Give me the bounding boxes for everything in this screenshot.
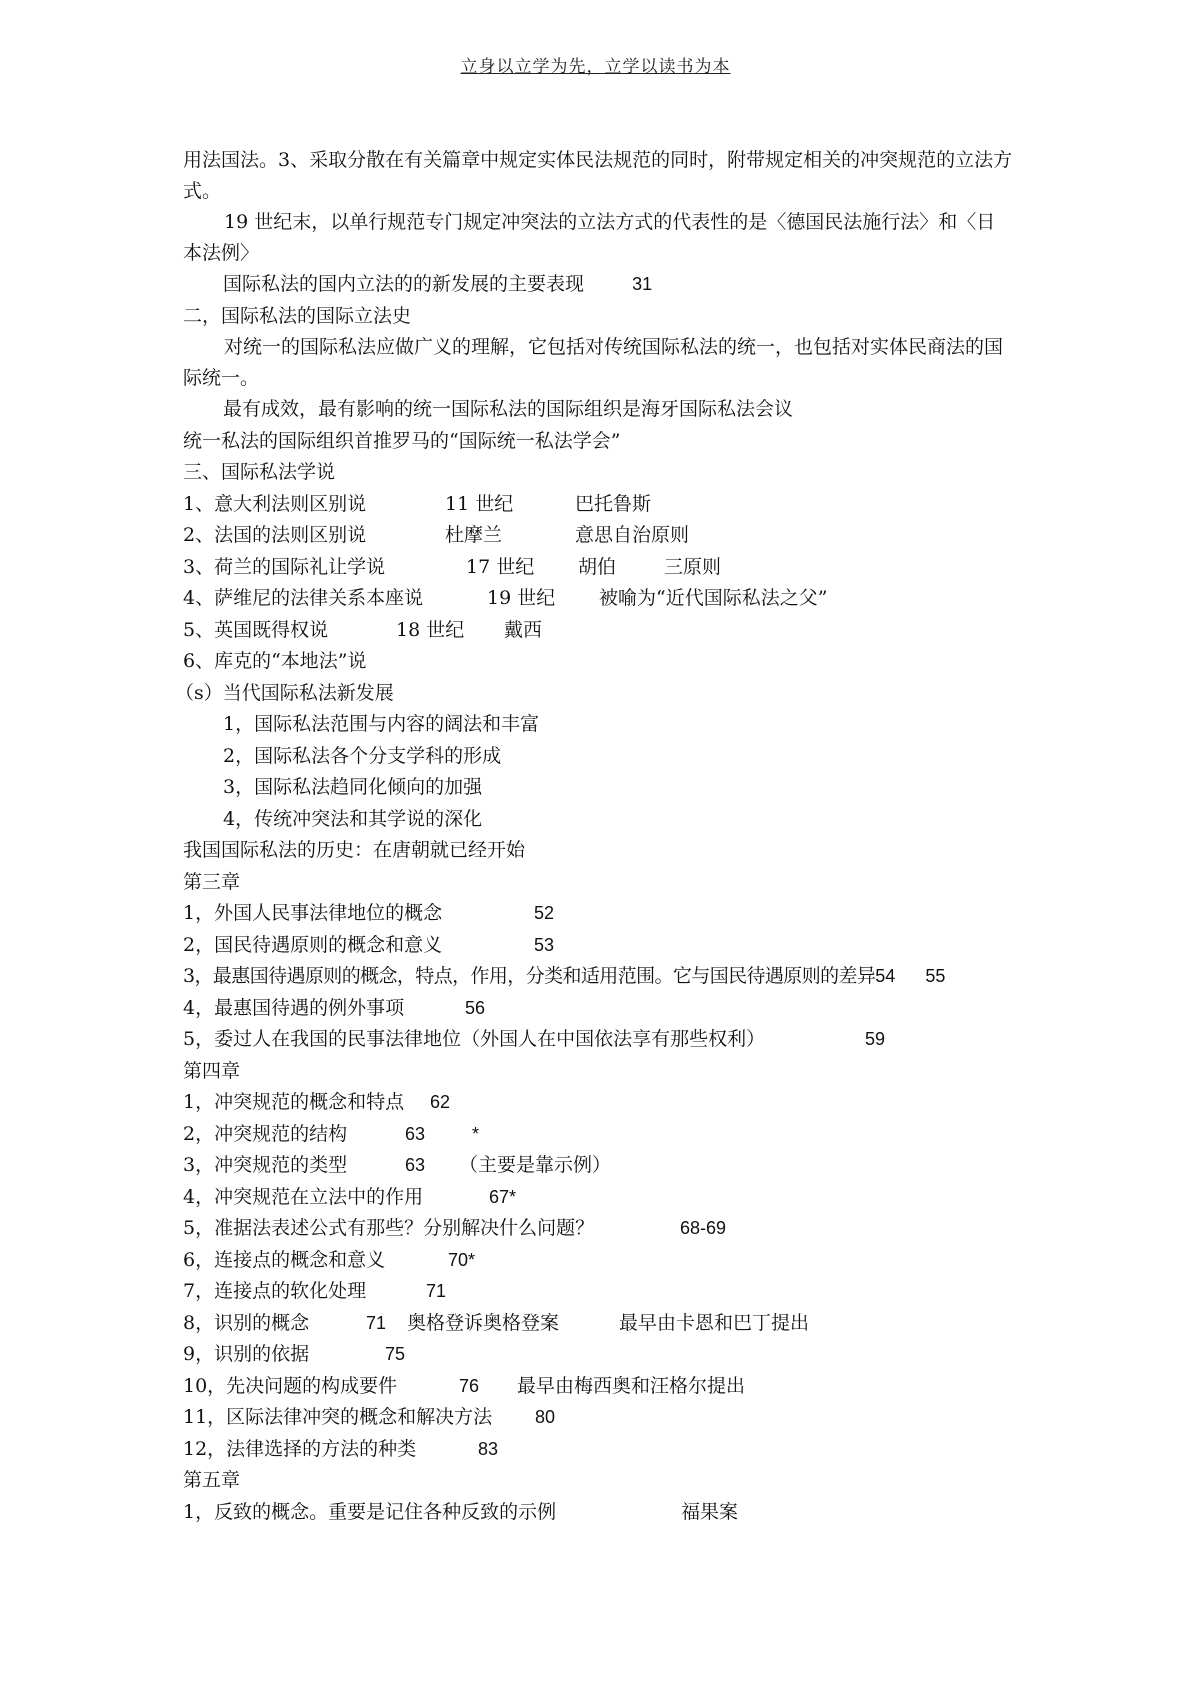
- page-ref: 54: [875, 966, 896, 986]
- page-ref: 55: [925, 966, 946, 986]
- development-item: 2，国际私法各个分支学科的形成: [223, 744, 502, 767]
- item-extra: （主要是靠示例）: [459, 1154, 612, 1176]
- item-text: 6，连接点的概念和意义: [183, 1248, 386, 1271]
- theory-item: [183, 489, 1013, 521]
- intro-paragraph-2: 19 世纪末，以单行规范专门规定冲突法的立法方式的代表性的是〈德国民法施行法〉和〈日本法例〉: [183, 211, 996, 264]
- intro-line-3: [183, 269, 1013, 301]
- chapter-title: 第五章: [183, 1469, 241, 1491]
- theory-name: 3、荷兰的国际礼让学说: [183, 555, 386, 578]
- item-text: 3，冲突规范的类型: [183, 1154, 348, 1176]
- page-ref: 68-69: [680, 1218, 727, 1238]
- theory-person: 胡伯: [578, 555, 617, 578]
- page-ref: 63: [405, 1123, 426, 1144]
- chapter4-item: [183, 1213, 1013, 1245]
- item-text: 2，冲突规范的结构: [183, 1122, 348, 1145]
- chapter4-item: [183, 1276, 1013, 1308]
- page-ref: 56: [465, 997, 486, 1018]
- theory-note: 意思自治原则: [575, 524, 690, 546]
- theory-era: 11 世纪: [445, 492, 514, 515]
- chapter-title: 第四章: [183, 1059, 241, 1082]
- sec2-paragraph-1: 对统一的国际私法应做广义的理解，它包括对传统国际私法的统一，也包括对实体民商法的国际统一。: [183, 336, 1004, 389]
- item-text: 4，最惠国待遇的例外事项: [183, 996, 405, 1019]
- item-text: 7，连接点的软化处理: [183, 1280, 367, 1302]
- chapter3-item: [183, 1024, 1013, 1056]
- item-extra: 奥格登诉奥格登案: [407, 1311, 560, 1334]
- item-text: 3，最惠国待遇原则的概念，特点，作用，分类和适用范围。它与国民待遇原则的差异: [183, 965, 876, 987]
- page-ref: 83: [478, 1438, 499, 1459]
- page-ref: 63: [405, 1155, 426, 1175]
- history-line: 我国国际私法的历史：在唐朝就已经开始: [183, 839, 526, 861]
- item-text: 11，区际法律冲突的概念和解决方法: [183, 1406, 493, 1428]
- theory-item: [183, 520, 1013, 552]
- section-title: 三、国际私法学说: [183, 461, 336, 483]
- page-ref: 75: [385, 1344, 406, 1364]
- chapter4-item: [183, 1402, 1013, 1434]
- section-title: 二，国际私法的国际立法史: [183, 304, 412, 327]
- chapter4-item: [183, 1308, 1013, 1340]
- theory-item: [183, 552, 1013, 584]
- theory-person: 杜摩兰: [445, 524, 503, 546]
- item-extra: 最早由梅西奥和汪格尔提出: [517, 1374, 746, 1397]
- theory-item: [183, 583, 1013, 615]
- chapter4-item: [183, 1339, 1013, 1371]
- chapter3-item: [183, 930, 1013, 962]
- item-text: 10，先决问题的构成要件: [183, 1374, 398, 1397]
- item-text: 5，准据法表述公式有那些？分别解决什么问题？: [183, 1217, 595, 1239]
- item-extra: 福果案: [681, 1500, 739, 1523]
- item-text: 1，外国人民事法律地位的概念: [183, 902, 443, 924]
- page-ref: 71: [366, 1312, 387, 1333]
- item-text: 12，法律选择的方法的种类: [183, 1437, 417, 1460]
- chapter3-item: [183, 993, 1013, 1025]
- chapter4-item: [183, 1182, 1013, 1214]
- item-text: 9，识别的依据: [183, 1343, 310, 1365]
- theory-person: 戴西: [504, 618, 543, 641]
- theory-item: [183, 615, 1013, 647]
- chapter4-item: [183, 1434, 1013, 1466]
- theory-name: 4、萨维尼的法律关系本座说: [183, 587, 424, 609]
- page-ref: 52: [534, 903, 555, 923]
- development-item: 3，国际私法趋同化倾向的加强: [223, 776, 483, 798]
- page-ref: 62: [430, 1092, 451, 1112]
- chapter4-item: [183, 1371, 1013, 1403]
- document-body: [175, 145, 1013, 1528]
- chapter4-item: [183, 1150, 1013, 1182]
- chapter3-item: [183, 961, 1013, 993]
- chapter3-item: [183, 898, 1013, 930]
- chapter4-item: [183, 1245, 1013, 1277]
- development-item: 4，传统冲突法和其学说的深化: [223, 807, 483, 830]
- item-text: 5，委过人在我国的民事法律地位（外国人在中国依法享有那些权利）: [183, 1028, 766, 1050]
- item-text: 4，冲突规范在立法中的作用: [183, 1185, 424, 1208]
- sec2-paragraph-3: 统一私法的国际组织首推罗马的“国际统一私法学会”: [183, 429, 621, 452]
- theory-era: 19 世纪: [487, 587, 556, 609]
- item-extra: *: [472, 1123, 480, 1144]
- intro-line-3-text: 国际私法的国内立法的的新发展的主要表现: [223, 273, 585, 295]
- page-ref: 76: [459, 1375, 480, 1396]
- page-ref: 67*: [489, 1186, 517, 1207]
- theory-name: 2、法国的法则区别说: [183, 524, 367, 546]
- item-text: 1，反致的概念。重要是记住各种反致的示例: [183, 1500, 557, 1523]
- chapter4-item: [183, 1087, 1013, 1119]
- theory-era: 17 世纪: [466, 555, 535, 578]
- page-ref: 59: [865, 1029, 886, 1049]
- theory-item: 6、库克的“本地法”说: [183, 650, 367, 672]
- item-extra: 最早由卡恩和巴丁提出: [619, 1311, 810, 1334]
- item-text: 8，识别的概念: [183, 1311, 310, 1334]
- item-text: 1，冲突规范的概念和特点: [183, 1091, 405, 1113]
- theory-note: 三原则: [664, 555, 722, 578]
- sec2-paragraph-2: 最有成效，最有影响的统一国际私法的国际组织是海牙国际私法会议: [223, 398, 794, 420]
- theory-name: 1、意大利法则区别说: [183, 492, 367, 515]
- page-ref: 70*: [448, 1249, 476, 1270]
- theory-name: 5、英国既得权说: [183, 618, 329, 641]
- chapter4-item: [183, 1119, 1013, 1151]
- page-ref: 71: [426, 1281, 447, 1301]
- intro-paragraph-1: 用法国法。3、采取分散在有关篇章中规定实体民法规范的同时，附带规定相关的冲突规范的立法方式。: [183, 149, 1013, 202]
- page-ref: 80: [535, 1407, 556, 1427]
- theory-person: 巴托鲁斯: [575, 492, 652, 515]
- theory-note: 被喻为“近代国际私法之父”: [599, 587, 828, 609]
- page-ref: 53: [534, 934, 555, 955]
- development-item: 1，国际私法范围与内容的阔法和丰富: [223, 713, 540, 735]
- page-ref: 31: [632, 274, 653, 294]
- theory-era: 18 世纪: [396, 618, 465, 641]
- page-header: 立身以立学为先，立学以读书为本: [460, 57, 731, 77]
- chapter-title: 第三章: [183, 870, 241, 893]
- chapter5-item: [183, 1497, 1013, 1529]
- item-text: 2，国民待遇原则的概念和意义: [183, 933, 443, 956]
- section-title: （s）当代国际私法新发展: [175, 681, 394, 704]
